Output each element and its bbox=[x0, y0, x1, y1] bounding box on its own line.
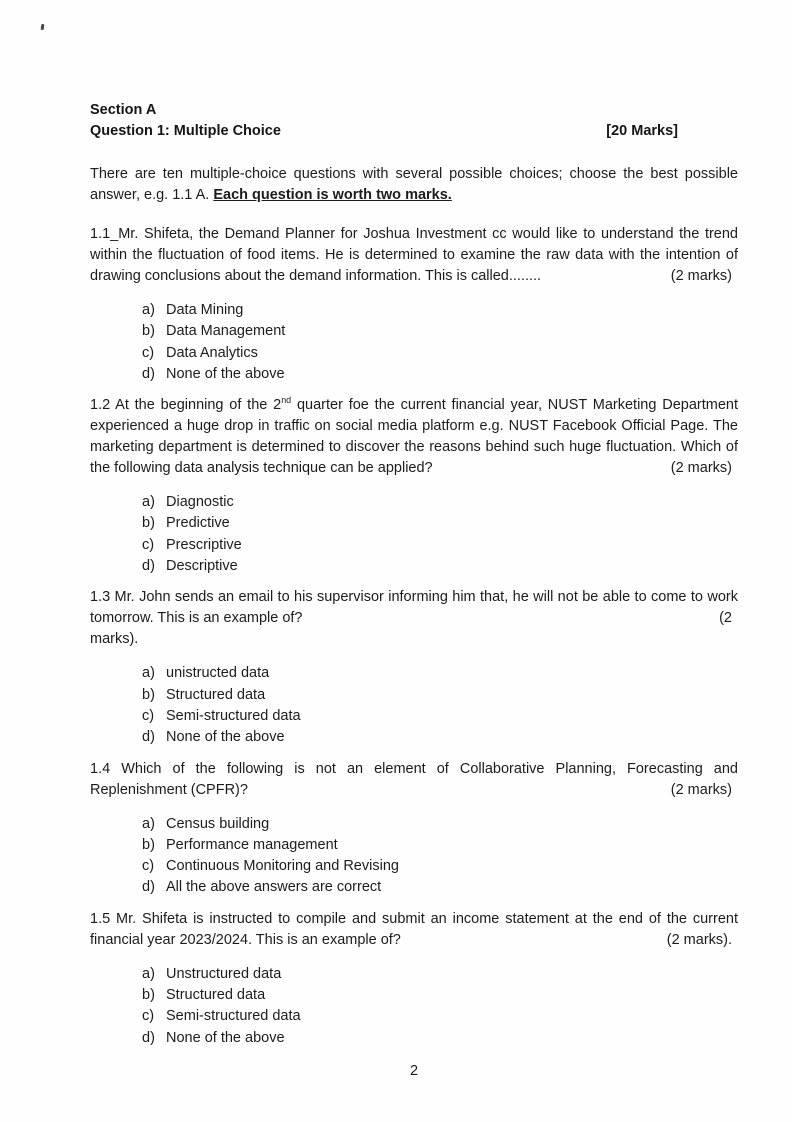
option-row bbox=[142, 856, 738, 877]
option-row bbox=[142, 985, 738, 1006]
option-letter: a) bbox=[142, 965, 155, 982]
option-label: Semi-structured data bbox=[166, 1008, 301, 1025]
marks-label: (2 marks) bbox=[670, 460, 732, 477]
page-number: 2 bbox=[409, 1062, 419, 1079]
option-row bbox=[142, 1006, 738, 1027]
option-label: Diagnostic bbox=[166, 494, 234, 511]
option-label: Prescriptive bbox=[166, 536, 242, 553]
option-label: Unstructured data bbox=[166, 965, 282, 982]
option-row bbox=[142, 535, 738, 556]
option-label: Predictive bbox=[166, 515, 230, 532]
option-label: Continuous Monitoring and Revising bbox=[166, 858, 399, 875]
instructions-emphasis: Each question is worth two marks. bbox=[213, 187, 452, 203]
option-row bbox=[142, 343, 738, 364]
question-body: 1.3 Mr. John sends an email to his supervisor informing him that, he will not be able to come to work tomorrow. This is an example of? bbox=[90, 589, 738, 627]
option-letter: a) bbox=[142, 302, 155, 318]
question-text bbox=[90, 587, 738, 650]
option-label: Data Analytics bbox=[166, 344, 258, 361]
question-body-cont: quarter foe the current financial year, NUST Marketing Department experienced a huge drop in traffic on social media platform e.g. NUST Facebook Official Page. The marketing department is determined to discover the reasons behind such huge fluctuation. Which of the following data analysis technique can be applied? bbox=[90, 397, 738, 477]
question-body: 1.2 At the beginning of the 2 bbox=[90, 397, 282, 414]
option-letter: b) bbox=[142, 836, 155, 853]
option-label: Structured data bbox=[166, 987, 266, 1004]
option-row bbox=[142, 513, 738, 534]
option-label: Census building bbox=[166, 815, 270, 832]
question-text bbox=[90, 759, 738, 801]
question-block-1-5 bbox=[90, 909, 738, 1049]
question-block-1-1 bbox=[90, 224, 738, 385]
question-block-1-2 bbox=[90, 395, 738, 577]
superscript: nd bbox=[281, 395, 292, 406]
question-block-1-3 bbox=[90, 587, 738, 748]
option-row bbox=[142, 727, 738, 748]
option-letter: a) bbox=[142, 815, 155, 832]
section-header bbox=[90, 100, 738, 142]
option-letter: c) bbox=[142, 707, 155, 724]
option-row bbox=[142, 663, 738, 684]
option-letter: b) bbox=[142, 686, 155, 703]
section-label: Section A bbox=[90, 102, 157, 118]
option-label: None of the above bbox=[166, 1029, 285, 1046]
option-letter: a) bbox=[142, 494, 155, 511]
instructions-lead: There are ten multiple-choice questions with several possible choices; choose the best possible answer, e.g. 1.1 A. bbox=[90, 166, 738, 203]
option-letter: d) bbox=[142, 365, 155, 382]
option-letter: d) bbox=[142, 558, 155, 575]
options-list bbox=[90, 300, 738, 385]
option-letter: d) bbox=[142, 1029, 155, 1046]
option-letter: b) bbox=[142, 515, 155, 532]
option-letter: c) bbox=[142, 858, 155, 875]
option-row bbox=[142, 685, 738, 706]
question-body: 1.4 Which of the following is not an element of Collaborative Planning, Forecasting and Replenishment (CPFR)? bbox=[90, 760, 738, 798]
question-block-1-4 bbox=[90, 759, 738, 899]
option-label: Data Mining bbox=[166, 302, 244, 318]
options-list bbox=[90, 663, 738, 748]
option-label: Data Management bbox=[166, 323, 286, 340]
marks-continuation: marks). bbox=[90, 631, 139, 648]
question-text bbox=[90, 909, 738, 951]
option-letter: b) bbox=[142, 323, 155, 340]
option-letter: c) bbox=[142, 536, 155, 553]
option-label: None of the above bbox=[166, 729, 285, 746]
option-row bbox=[142, 706, 738, 727]
scan-artifact-mark bbox=[41, 24, 45, 30]
instructions-paragraph bbox=[90, 164, 738, 206]
option-label: Structured data bbox=[166, 686, 266, 703]
option-label: Semi-structured data bbox=[166, 707, 301, 724]
question-text bbox=[90, 224, 738, 287]
marks-label: (2 marks). bbox=[666, 931, 732, 948]
option-row bbox=[142, 492, 738, 513]
options-list bbox=[90, 964, 738, 1049]
option-row bbox=[142, 556, 738, 577]
question-body: 1.1_Mr. Shifeta, the Demand Planner for Joshua Investment cc would like to understand the trend within the fluctuation of food items. He is determined to examine the raw data with the intention of drawing conclusions about the demand information. This is called........ bbox=[90, 226, 738, 284]
option-letter: c) bbox=[142, 344, 155, 361]
marks-label: (2 marks) bbox=[670, 268, 732, 284]
option-label: Performance management bbox=[166, 836, 338, 853]
options-list bbox=[90, 814, 738, 899]
option-letter: b) bbox=[142, 987, 155, 1004]
option-row bbox=[142, 877, 738, 898]
total-marks-label: [20 Marks] bbox=[606, 123, 678, 139]
option-row bbox=[142, 321, 738, 342]
option-row bbox=[142, 964, 738, 985]
option-row bbox=[142, 364, 738, 385]
question-title: Question 1: Multiple Choice bbox=[90, 123, 281, 139]
question-body: 1.5 Mr. Shifeta is instructed to compile and submit an income statement at the end of the current financial year 2023/2024. This is an example of? bbox=[90, 910, 738, 948]
question-text bbox=[90, 395, 738, 479]
option-row bbox=[142, 835, 738, 856]
marks-label: (2 bbox=[719, 610, 732, 627]
option-letter: d) bbox=[142, 729, 155, 746]
option-letter: a) bbox=[142, 665, 155, 682]
option-label: None of the above bbox=[166, 365, 285, 382]
option-letter: d) bbox=[142, 879, 155, 896]
options-list bbox=[90, 492, 738, 577]
option-row bbox=[142, 814, 738, 835]
option-row bbox=[142, 300, 738, 321]
marks-label: (2 marks) bbox=[670, 781, 732, 798]
option-label: All the above answers are correct bbox=[166, 879, 382, 896]
option-label: unistructed data bbox=[166, 665, 270, 682]
option-letter: c) bbox=[142, 1008, 155, 1025]
option-row bbox=[142, 1028, 738, 1049]
option-label: Descriptive bbox=[166, 558, 238, 575]
